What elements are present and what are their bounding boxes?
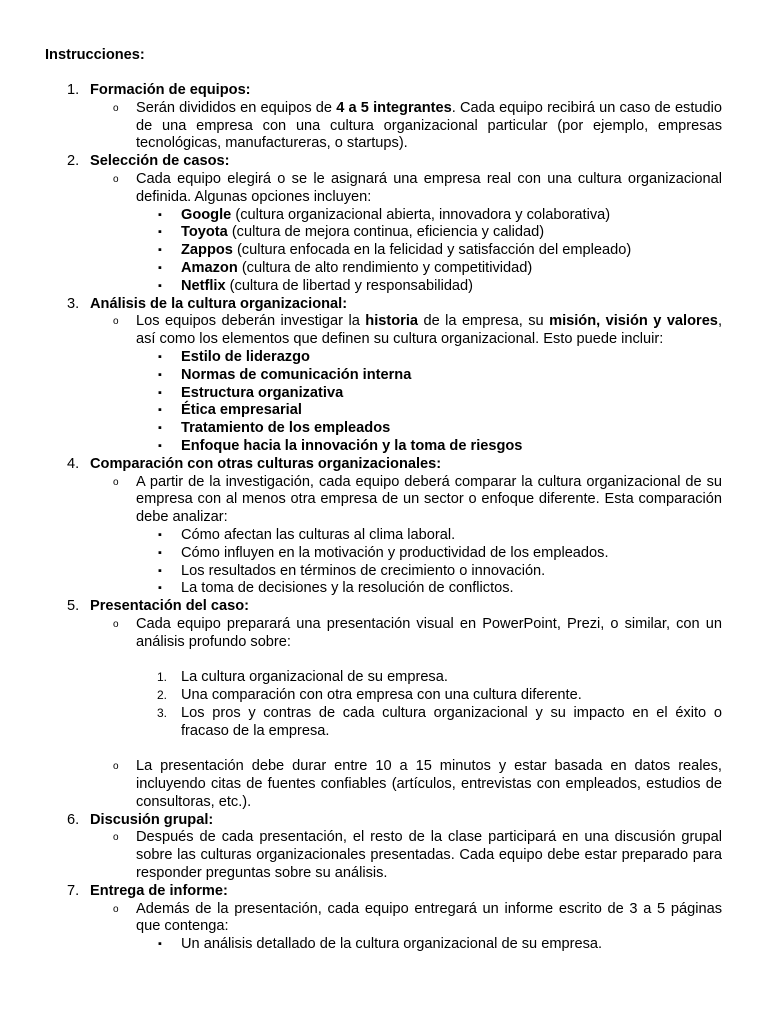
list-item bbox=[158, 277, 722, 296]
company-name: Zappos bbox=[181, 242, 233, 259]
square-bullet: ▪ bbox=[158, 422, 162, 435]
section-number: 3. bbox=[67, 295, 80, 312]
square-bullet: ▪ bbox=[158, 528, 162, 541]
section-1 bbox=[67, 82, 722, 100]
spacer bbox=[0, 740, 768, 758]
item-text: Estilo de liderazgo bbox=[181, 348, 310, 365]
list-item bbox=[158, 562, 722, 581]
numbered-item bbox=[157, 687, 722, 705]
square-bullet: ▪ bbox=[158, 439, 162, 452]
section-4 bbox=[67, 455, 722, 474]
section-5-paragraph bbox=[113, 615, 722, 652]
list-item bbox=[158, 259, 722, 278]
circle-bullet: o bbox=[113, 832, 119, 844]
circle-bullet: o bbox=[113, 476, 119, 488]
text-run: A partir de la investigación, cada equipo deberá comparar la cultura organizacional de su empresa con al menos otra empresa de un sector o enfoque diferente. Esta comparación debe analizar: bbox=[136, 473, 722, 526]
section-heading: Análisis de la cultura organizacional: bbox=[90, 295, 348, 312]
company-description: (cultura de mejora continua, eficiencia y calidad) bbox=[227, 224, 545, 241]
section-6-paragraph bbox=[113, 829, 722, 882]
section-7 bbox=[67, 882, 722, 901]
company-name: Toyota bbox=[181, 224, 228, 241]
item-text: La toma de decisiones y la resolución de conflictos. bbox=[181, 580, 514, 597]
text-run: Cada equipo preparará una presentación visual en PowerPoint, Prezi, o similar, con un análisis profundo sobre: bbox=[136, 615, 722, 650]
square-bullet: ▪ bbox=[158, 261, 162, 274]
list-item bbox=[158, 366, 722, 385]
section-5-paragraph-2 bbox=[113, 758, 722, 811]
list-item bbox=[158, 420, 722, 438]
square-bullet: ▪ bbox=[158, 404, 162, 417]
item-text: Tratamiento de los empleados bbox=[181, 420, 391, 437]
square-bullet: ▪ bbox=[158, 226, 162, 239]
section-5 bbox=[67, 598, 722, 616]
list-item bbox=[158, 402, 722, 420]
item-text: Enfoque hacia la innovación y la toma de riesgos bbox=[181, 437, 523, 454]
section-heading: Presentación del caso: bbox=[90, 598, 249, 615]
square-bullet: ▪ bbox=[158, 350, 162, 363]
square-bullet: ▪ bbox=[158, 386, 162, 399]
section-4-paragraph bbox=[113, 473, 722, 527]
section-3 bbox=[67, 295, 722, 314]
bold-run: misión, visión y valores bbox=[549, 313, 718, 330]
text-run: . Cada equipo recibirá un caso de estudio de una empresa con una cultura organizacional particular (por ejemplo, empresas tecnológicas, manufactureras, o startups). bbox=[136, 99, 722, 152]
section-heading: Comparación con otras culturas organizacionales: bbox=[90, 455, 442, 472]
company-description: (cultura enfocada en la felicidad y satisfacción del empleado) bbox=[232, 242, 632, 259]
bold-run: historia bbox=[365, 313, 418, 330]
text-run: Además de la presentación, cada equipo entregará un informe escrito de 3 a 5 páginas que contenga: bbox=[136, 900, 722, 935]
item-text: Ética empresarial bbox=[181, 402, 302, 419]
section-1-paragraph bbox=[113, 99, 722, 153]
text-run: Cada equipo elegirá o se le asignará una empresa real con una cultura organizacional definida. Algunas opciones incluyen: bbox=[136, 170, 722, 205]
section-heading: Formación de equipos: bbox=[90, 82, 251, 98]
item-text: Una comparación con otra empresa con una cultura diferente. bbox=[181, 687, 582, 704]
square-bullet: ▪ bbox=[158, 546, 162, 559]
section-number: 4. bbox=[67, 455, 80, 472]
circle-bullet: o bbox=[113, 618, 119, 630]
instructions-list bbox=[0, 82, 768, 954]
square-bullet: ▪ bbox=[158, 208, 162, 221]
text-run: Después de cada presentación, el resto de la clase participará en una discusión grupal sobre las culturas organizacionales presentadas. Cada equipo debe estar preparado para responder preguntas sobre su análisis. bbox=[136, 829, 722, 882]
list-item bbox=[158, 384, 722, 403]
list-item bbox=[158, 242, 722, 260]
item-number: 1. bbox=[157, 670, 168, 685]
square-bullet: ▪ bbox=[158, 938, 162, 951]
item-text: Cómo influyen en la motivación y productividad de los empleados. bbox=[181, 544, 609, 561]
section-number: 6. bbox=[67, 811, 80, 828]
square-bullet: ▪ bbox=[158, 244, 162, 257]
section-2 bbox=[67, 153, 722, 171]
page-title: Instrucciones: bbox=[45, 47, 145, 63]
section-heading: Selección de casos: bbox=[90, 153, 230, 170]
list-item bbox=[158, 526, 722, 545]
spacer bbox=[0, 652, 768, 670]
section-3-paragraph bbox=[113, 313, 722, 349]
item-text: Normas de comunicación interna bbox=[181, 366, 412, 383]
list-item bbox=[158, 224, 722, 242]
text-run: de la empresa, su bbox=[418, 313, 550, 330]
list-item bbox=[158, 206, 722, 225]
item-text: Estructura organizativa bbox=[181, 384, 344, 401]
text-run: , así como los elementos que definen su cultura organizacional. Esto puede incluir: bbox=[136, 313, 722, 348]
circle-bullet: o bbox=[113, 173, 119, 185]
numbered-item bbox=[157, 704, 722, 741]
item-text: Los pros y contras de cada cultura organizacional y su impacto en el éxito o fracaso de la empresa. bbox=[181, 704, 722, 739]
circle-bullet: o bbox=[113, 761, 119, 773]
item-text: Un análisis detallado de la cultura organizacional de su empresa. bbox=[181, 936, 603, 953]
company-name: Amazon bbox=[181, 259, 238, 276]
item-text: Los resultados en términos de crecimiento o innovación. bbox=[181, 562, 546, 579]
circle-bullet: o bbox=[113, 903, 119, 915]
list-item bbox=[158, 580, 722, 598]
circle-bullet: o bbox=[113, 316, 119, 328]
company-name: Google bbox=[181, 206, 232, 223]
section-7-paragraph bbox=[113, 900, 722, 937]
section-2-paragraph bbox=[113, 170, 722, 207]
list-item bbox=[158, 348, 722, 367]
item-text: Cómo afectan las culturas al clima laboral. bbox=[181, 526, 456, 543]
company-description: (cultura de libertad y responsabilidad) bbox=[225, 277, 474, 294]
item-text: La cultura organizacional de su empresa. bbox=[181, 669, 448, 686]
square-bullet: ▪ bbox=[158, 368, 162, 381]
text-run: Serán divididos en equipos de bbox=[136, 99, 337, 116]
square-bullet: ▪ bbox=[158, 564, 162, 577]
company-description: (cultura organizacional abierta, innovadora y colaborativa) bbox=[231, 206, 611, 223]
bold-run: 4 a 5 integrantes bbox=[336, 99, 452, 116]
section-number: 5. bbox=[67, 598, 80, 615]
section-number: 7. bbox=[67, 882, 80, 899]
square-bullet: ▪ bbox=[158, 582, 162, 595]
list-item bbox=[158, 936, 722, 954]
square-bullet: ▪ bbox=[158, 279, 162, 292]
numbered-item bbox=[157, 669, 722, 687]
item-number: 3. bbox=[157, 705, 168, 720]
section-heading: Entrega de informe: bbox=[90, 882, 228, 899]
text-run: La presentación debe durar entre 10 a 15 minutos y estar basada en datos reales, incluyendo citas de fuentes confiables (artículos, entrevistas con empleados, estudios de consultoras, etc.). bbox=[136, 758, 722, 810]
company-name: Netflix bbox=[181, 277, 226, 294]
circle-bullet: o bbox=[113, 102, 119, 114]
section-number: 1. bbox=[67, 82, 80, 98]
item-number: 2. bbox=[157, 688, 168, 703]
section-6 bbox=[67, 811, 722, 830]
list-item bbox=[158, 437, 722, 456]
list-item bbox=[158, 544, 722, 563]
section-number: 2. bbox=[67, 153, 80, 170]
company-description: (cultura de alto rendimiento y competitividad) bbox=[237, 259, 533, 276]
section-heading: Discusión grupal: bbox=[90, 811, 214, 828]
text-run: Los equipos deberán investigar la bbox=[136, 313, 366, 330]
